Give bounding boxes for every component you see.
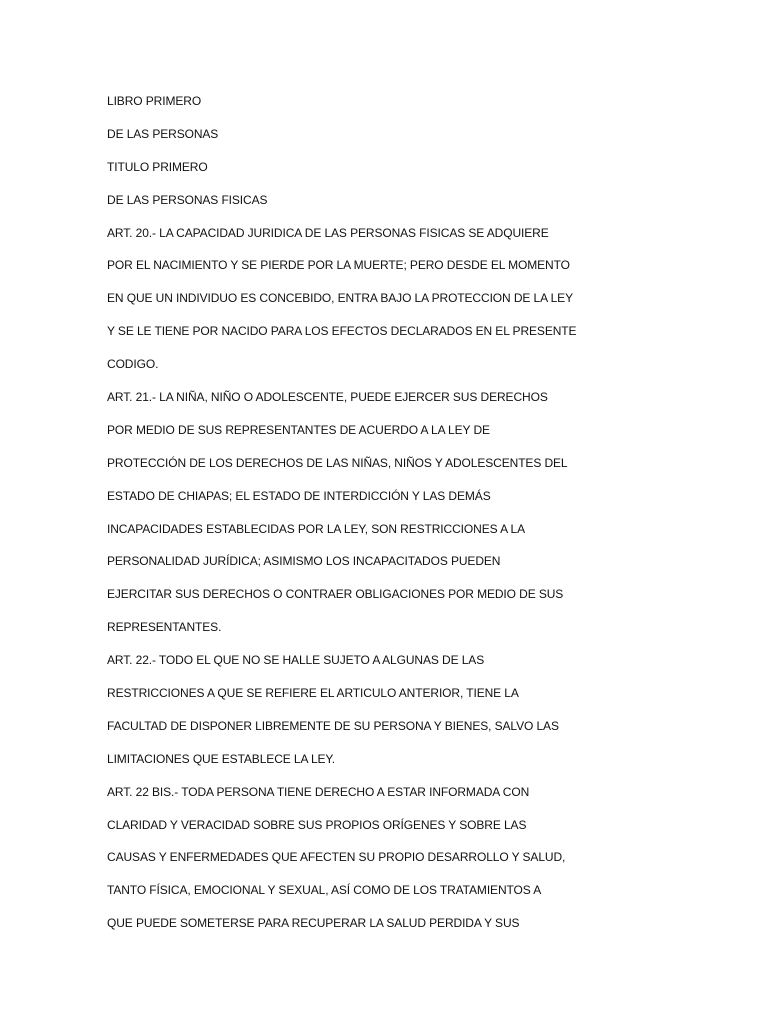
text-line: ART. 20.- LA CAPACIDAD JURIDICA DE LAS PERSONAS FISICAS SE ADQUIERE	[107, 225, 549, 240]
title-subheading: DE LAS PERSONAS FISICAS	[107, 192, 268, 207]
text-line: QUE PUEDE SOMETERSE PARA RECUPERAR LA SALUD PERDIDA Y SUS	[107, 916, 520, 931]
text-line: INCAPACIDADES ESTABLECIDAS POR LA LEY, SON RESTRICCIONES A LA	[107, 521, 526, 536]
text-line: ART. 21.- LA NIÑA, NIÑO O ADOLESCENTE, PUEDE EJERCER SUS DERECHOS	[107, 390, 548, 405]
text-line: POR MEDIO DE SUS REPRESENTANTES DE ACUERDO A LA LEY DE	[107, 422, 490, 437]
text-line: ART. 22 BIS.- TODA PERSONA TIENE DERECHO A ESTAR INFORMADA CON	[107, 784, 530, 799]
text-line: PERSONALIDAD JURÍDICA; ASIMISMO LOS INCAPACITADOS PUEDEN	[107, 554, 501, 569]
text-line: EJERCITAR SUS DERECHOS O CONTRAER OBLIGACIONES POR MEDIO DE SUS	[107, 587, 564, 602]
title-heading: TITULO PRIMERO	[107, 159, 208, 174]
book-subheading: DE LAS PERSONAS	[107, 126, 219, 141]
text-line: RESTRICCIONES A QUE SE REFIERE EL ARTICULO ANTERIOR, TIENE LA	[107, 686, 519, 701]
text-line: LIMITACIONES QUE ESTABLECE LA LEY.	[107, 751, 336, 766]
text-line: POR EL NACIMIENTO Y SE PIERDE POR LA MUERTE; PERO DESDE EL MOMENTO	[107, 258, 570, 273]
document-body	[107, 91, 707, 946]
text-line: ESTADO DE CHIAPAS; EL ESTADO DE INTERDICCIÓN Y LAS DEMÁS	[107, 488, 491, 503]
text-line: ART. 22.- TODO EL QUE NO SE HALLE SUJETO A ALGUNAS DE LAS	[107, 653, 485, 668]
text-line: CODIGO.	[107, 357, 159, 372]
text-line: Y SE LE TIENE POR NACIDO PARA LOS EFECTOS DECLARADOS EN EL PRESENTE	[107, 324, 577, 339]
text-line: TANTO FÍSICA, EMOCIONAL Y SEXUAL, ASÍ COMO DE LOS TRATAMIENTOS A	[107, 883, 542, 898]
text-line: FACULTAD DE DISPONER LIBREMENTE DE SU PERSONA Y BIENES, SALVO LAS	[107, 718, 559, 733]
text-line: CAUSAS Y ENFERMEDADES QUE AFECTEN SU PROPIO DESARROLLO Y SALUD,	[107, 850, 566, 865]
book-heading: LIBRO PRIMERO	[107, 94, 202, 108]
text-line: CLARIDAD Y VERACIDAD SOBRE SUS PROPIOS ORÍGENES Y SOBRE LAS	[107, 817, 527, 832]
text-line: EN QUE UN INDIVIDUO ES CONCEBIDO, ENTRA BAJO LA PROTECCION DE LA LEY	[107, 291, 573, 306]
text-line: REPRESENTANTES.	[107, 620, 222, 635]
text-line: PROTECCIÓN DE LOS DERECHOS DE LAS NIÑAS, NIÑOS Y ADOLESCENTES DEL	[107, 455, 568, 470]
